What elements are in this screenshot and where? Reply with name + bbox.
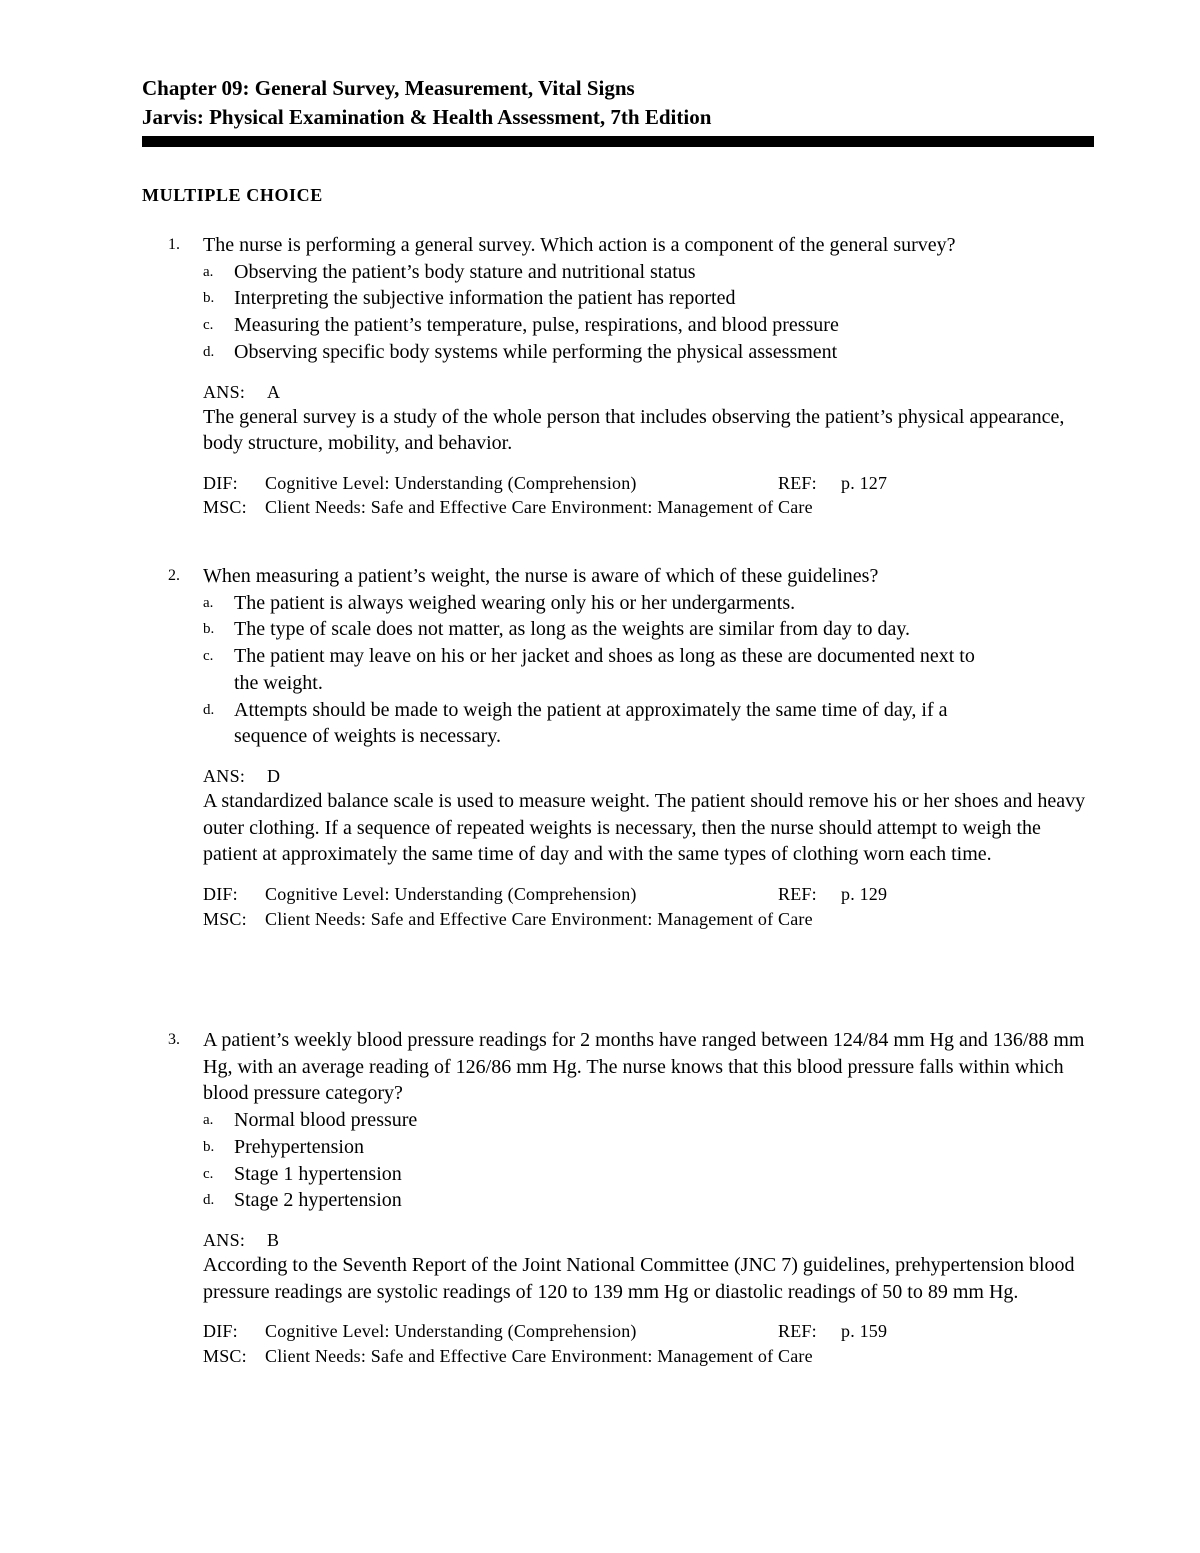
options-list [203, 1107, 1094, 1214]
msc-value: Client Needs: Safe and Effective Care Environment: Management of Care [265, 908, 813, 929]
rationale-text: According to the Seventh Report of the Joint National Committee (JNC 7) guidelines, prehypertension blood pressure readings are systolic readings of 120 to 139 mm Hg or diastolic readings of 50 to 89 mm Hg. [203, 1253, 1075, 1303]
answer-line [203, 764, 1094, 788]
dif-row [203, 882, 1094, 907]
ref-value: p. 159 [841, 1321, 888, 1342]
dif-label: DIF: [203, 884, 238, 905]
question-3 [142, 1027, 1094, 1368]
ref-label: REF: [778, 472, 817, 493]
ref-label: REF: [778, 1321, 817, 1342]
ref-label: REF: [778, 884, 817, 905]
options-list [203, 590, 1003, 750]
question-number: 2. [168, 567, 180, 584]
chapter-title: Chapter 09: General Survey, Measurement, Vital Signs [142, 76, 635, 100]
header-divider [142, 136, 1094, 147]
answer-line [203, 1228, 1094, 1252]
option-b [203, 1134, 1094, 1161]
option-d [203, 697, 1003, 750]
ref-value: p. 129 [841, 884, 888, 905]
answer-value: B [267, 1229, 280, 1250]
option-c [203, 1161, 1094, 1188]
option-letter: b. [203, 1138, 215, 1155]
question-number: 3. [168, 1031, 180, 1048]
option-text: Attempts should be made to weigh the patient at approximately the same time of day, if a sequence of weights is necessary. [234, 698, 948, 748]
option-a [203, 1107, 1094, 1134]
option-b [203, 616, 1003, 643]
question-stem-row [142, 563, 1094, 750]
answer-line [203, 380, 1094, 404]
option-b [203, 285, 1094, 312]
answer-block [203, 1228, 1094, 1305]
option-text: Normal blood pressure [234, 1109, 418, 1132]
dif-value: Cognitive Level: Understanding (Comprehension) [265, 884, 637, 905]
answer-label: ANS: [203, 381, 246, 402]
option-text: Stage 1 hypertension [234, 1162, 402, 1185]
msc-row [203, 1344, 1094, 1369]
question-stem-row [142, 1027, 1094, 1214]
option-letter: d. [203, 701, 215, 718]
question-metadata [203, 1319, 1094, 1368]
ref-group [778, 882, 887, 907]
option-text: Observing the patient’s body stature and nutritional status [234, 260, 696, 283]
option-letter: b. [203, 290, 215, 307]
option-letter: a. [203, 1112, 214, 1129]
question-metadata [203, 471, 1094, 520]
option-letter: c. [203, 648, 214, 665]
msc-value: Client Needs: Safe and Effective Care Environment: Management of Care [265, 1345, 813, 1366]
question-2 [142, 563, 1094, 931]
option-letter: c. [203, 317, 214, 334]
answer-label: ANS: [203, 1229, 246, 1250]
option-text: Prehypertension [234, 1135, 364, 1158]
dif-label: DIF: [203, 1321, 238, 1342]
msc-label: MSC: [203, 1345, 247, 1366]
question-1 [142, 232, 1094, 520]
question-stem: A patient’s weekly blood pressure readings for 2 months have ranged between 124/84 mm Hg and 136/88 mm Hg, with an average reading of 126/86 mm Hg. The nurse knows that this blood pressure falls within which blood pressure category? [203, 1029, 1085, 1105]
question-number: 1. [168, 236, 180, 253]
answer-block [203, 764, 1094, 868]
msc-row [203, 907, 1094, 932]
option-letter: a. [203, 594, 214, 611]
ref-value: p. 127 [841, 472, 888, 493]
rationale-text: The general survey is a study of the whole person that includes observing the patient’s physical appearance, body structure, mobility, and behavior. [203, 405, 1065, 455]
ref-group [778, 471, 887, 496]
option-letter: d. [203, 343, 215, 360]
answer-block [203, 380, 1094, 457]
option-c [203, 643, 1003, 696]
msc-label: MSC: [203, 908, 247, 929]
msc-value: Client Needs: Safe and Effective Care Environment: Management of Care [265, 497, 813, 518]
option-text: Stage 2 hypertension [234, 1189, 402, 1212]
option-c [203, 312, 1094, 339]
option-text: Interpreting the subjective information the patient has reported [234, 287, 736, 310]
section-title: MULTIPLE CHOICE [142, 185, 323, 205]
question-stem: When measuring a patient’s weight, the nurse is aware of which of these guidelines? [203, 565, 879, 587]
answer-value: A [267, 381, 281, 402]
option-text: Observing specific body systems while performing the physical assessment [234, 340, 838, 363]
option-letter: a. [203, 263, 214, 280]
ref-group [778, 1319, 887, 1344]
dif-value: Cognitive Level: Understanding (Comprehension) [265, 472, 637, 493]
option-text: The patient is always weighed wearing only his or her undergarments. [234, 591, 796, 614]
dif-row [203, 1319, 1094, 1344]
document-header [142, 74, 1094, 147]
question-stem: The nurse is performing a general survey. Which action is a component of the general survey? [203, 234, 956, 256]
msc-label: MSC: [203, 497, 247, 518]
question-stem-row [142, 232, 1094, 366]
option-a [203, 590, 1003, 617]
msc-row [203, 495, 1094, 520]
option-d [203, 339, 1094, 366]
option-text: Measuring the patient’s temperature, pulse, respirations, and blood pressure [234, 314, 839, 337]
option-text: The type of scale does not matter, as long as the weights are similar from day to day. [234, 618, 911, 641]
dif-label: DIF: [203, 472, 238, 493]
answer-label: ANS: [203, 765, 246, 786]
answer-value: D [267, 765, 281, 786]
book-title: Jarvis: Physical Examination & Health Assessment, 7th Edition [142, 105, 712, 129]
rationale-text: A standardized balance scale is used to measure weight. The patient should remove his or her shoes and heavy outer clothing. If a sequence of repeated weights is necessary, then the nurse should attempt to weigh the patient at approximately the same time of day and with the same types of clothing worn each time. [203, 789, 1086, 866]
dif-value: Cognitive Level: Understanding (Comprehension) [265, 1321, 637, 1342]
options-list [203, 259, 1094, 366]
option-letter: d. [203, 1192, 215, 1209]
question-metadata [203, 882, 1094, 931]
option-d [203, 1187, 1094, 1214]
dif-row [203, 471, 1094, 496]
option-letter: c. [203, 1165, 214, 1182]
option-a [203, 259, 1094, 286]
option-text: The patient may leave on his or her jacket and shoes as long as these are documented next to the weight. [234, 645, 975, 694]
option-letter: b. [203, 621, 215, 638]
